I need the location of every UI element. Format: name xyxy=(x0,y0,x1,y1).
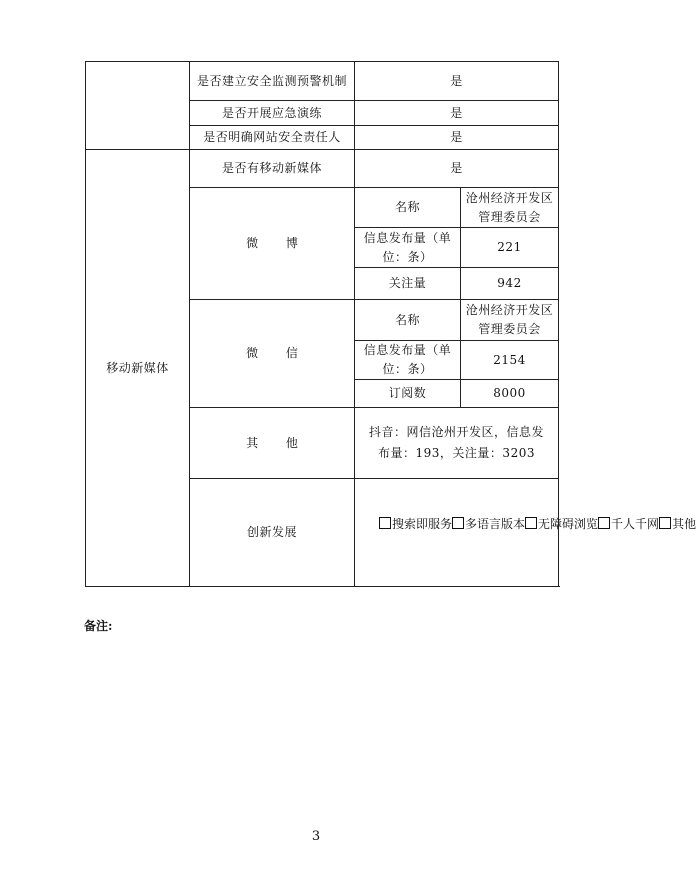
monitoring-value: 是 xyxy=(355,62,559,101)
wechat-label: 微 信 xyxy=(190,300,355,408)
monitoring-label: 是否建立安全监测预警机制 xyxy=(190,62,355,101)
checkbox-icon[interactable] xyxy=(452,517,464,529)
wechat-name-value: 沧州经济开发区管理委员会 xyxy=(461,300,559,341)
other-value: 抖音：网信沧州开发区，信息发布量：193，关注量：3203 xyxy=(355,408,559,479)
wechat-subscribers-label: 订阅数 xyxy=(355,380,461,408)
checkbox-icon[interactable] xyxy=(379,517,391,529)
option-personalized[interactable]: 千人千网 xyxy=(598,517,659,531)
weibo-posts-value: 221 xyxy=(461,228,559,268)
weibo-posts-label: 信息发布量（单位：条） xyxy=(355,228,461,268)
checkbox-icon[interactable] xyxy=(525,517,537,529)
checkbox-icon[interactable] xyxy=(659,517,671,529)
wechat-subscribers-value: 8000 xyxy=(461,380,559,408)
page-number: 3 xyxy=(311,829,321,844)
remarks-label: 备注: xyxy=(84,619,113,633)
wechat-posts-value: 2154 xyxy=(461,341,559,380)
weibo-followers-label: 关注量 xyxy=(355,268,461,300)
innovation-section-label: 创新发展 xyxy=(190,479,355,587)
report-table xyxy=(85,61,696,587)
weibo-followers-value: 942 xyxy=(461,268,559,300)
drill-value: 是 xyxy=(355,101,559,126)
security-section-cell xyxy=(86,62,190,150)
responsible-label: 是否明确网站安全责任人 xyxy=(190,126,355,150)
checkbox-icon[interactable] xyxy=(598,517,610,529)
responsible-value: 是 xyxy=(355,126,559,150)
drill-label: 是否开展应急演练 xyxy=(190,101,355,126)
weibo-label: 微 博 xyxy=(190,188,355,300)
has-media-label: 是否有移动新媒体 xyxy=(190,150,355,188)
weibo-name-label: 名称 xyxy=(355,188,461,228)
wechat-name-label: 名称 xyxy=(355,300,461,341)
mobile-media-section-label: 移动新媒体 xyxy=(86,150,190,587)
option-multilingual[interactable]: 多语言版本 xyxy=(452,517,525,531)
weibo-name-value: 沧州经济开发区管理委员会 xyxy=(461,188,559,228)
other-label: 其 他 xyxy=(190,408,355,479)
option-other[interactable]: 其他 xyxy=(659,517,696,531)
innovation-options xyxy=(355,479,696,587)
option-accessibility[interactable]: 无障碍浏览 xyxy=(525,517,598,531)
wechat-posts-label: 信息发布量（单位：条） xyxy=(355,341,461,380)
option-search-service[interactable]: 搜索即服务 xyxy=(379,517,452,531)
has-media-value: 是 xyxy=(355,150,559,188)
